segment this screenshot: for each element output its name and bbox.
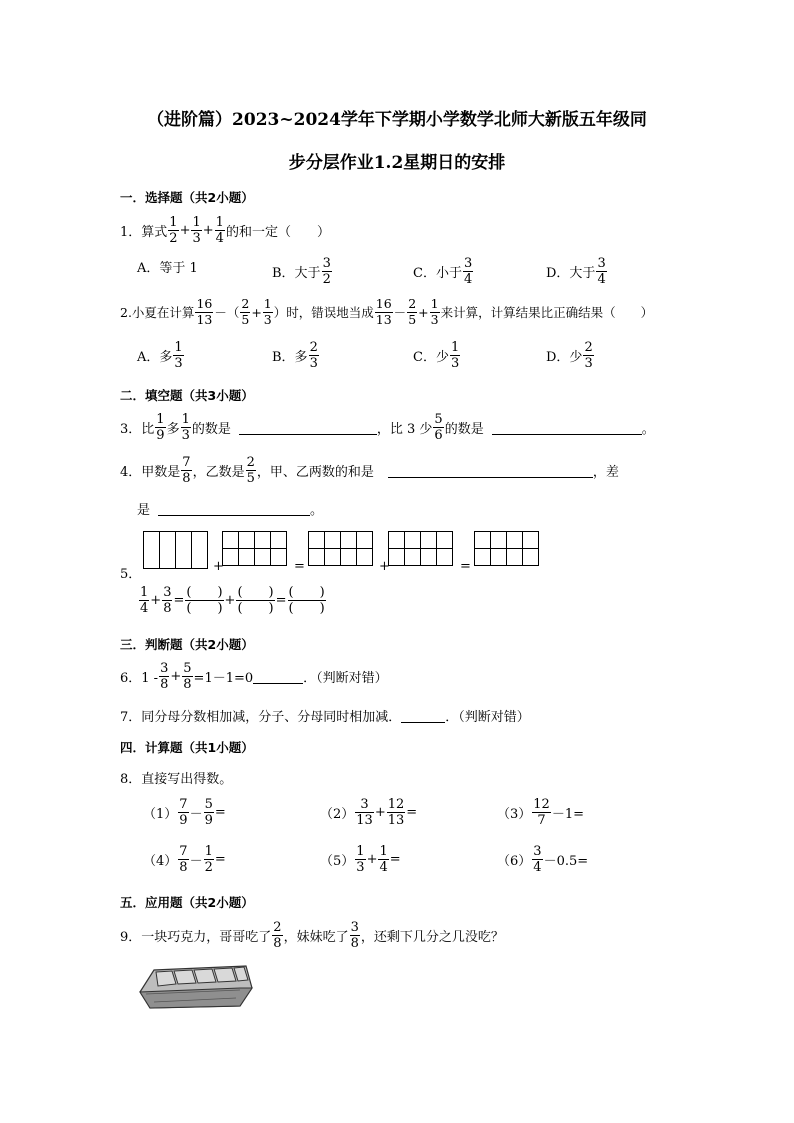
fraction-1-9: $\frac{1}{9}$ xyxy=(156,412,165,443)
q4-prefix: 4．甲数是 xyxy=(120,465,181,480)
minus-sign: － xyxy=(393,305,407,320)
fraction-3-4: $\frac{3}{4}$ xyxy=(533,844,542,875)
q1-suffix: 的和一定（ ） xyxy=(225,225,330,240)
fraction-1-3: $\frac{1}{3}$ xyxy=(430,296,439,327)
q6-suffix: ．（判断对错） xyxy=(303,671,388,686)
fraction-7-8: $\frac{7}{8}$ xyxy=(182,455,191,486)
q7-text: 7．同分母分数相加减，分子、分母同时相加减． xyxy=(120,710,402,725)
plus-sign: + xyxy=(251,304,262,320)
q9-text: ，妹妹吃了 xyxy=(283,930,349,945)
fraction-2-3: $\frac{2}{3}$ xyxy=(584,340,593,371)
answer-blank[interactable] xyxy=(239,420,377,435)
fraction-1-3: $\frac{1}{3}$ xyxy=(356,844,365,875)
fraction-3-4: $\frac{3}{4}$ xyxy=(463,256,473,287)
q5-number: 5． xyxy=(120,567,142,582)
answer-blank[interactable] xyxy=(401,708,445,723)
q3-prefix: 3．比 xyxy=(120,422,155,437)
equals-sign: = xyxy=(173,593,185,608)
q3-text: 的数是 xyxy=(444,422,484,437)
fraction-1-3: $\frac{1}{3}$ xyxy=(263,296,272,327)
page-title-line2: 步分层作业1.2星期日的安排 xyxy=(288,153,506,173)
q6-text: =1－1=0 xyxy=(193,671,254,686)
answer-blank[interactable] xyxy=(253,669,303,684)
grid-eighths xyxy=(308,531,373,566)
q9-text: 9．一块巧克力，哥哥吃了 xyxy=(120,930,272,945)
section-calc-heading: 四．计算题（共1小题） xyxy=(120,740,254,755)
grid-eighths xyxy=(474,531,539,566)
question-3 xyxy=(120,413,655,442)
question-2 xyxy=(120,298,653,326)
plus-sign: + xyxy=(202,223,214,238)
q2-option-a: A．多 $\frac{1}{3}$ xyxy=(137,340,183,371)
fraction-7-9: $\frac{7}{9}$ xyxy=(179,797,188,828)
fraction-blank[interactable]: $\frac{( )}{( )}$ xyxy=(186,585,223,616)
q1-prefix: 算式 xyxy=(141,225,168,240)
question-7 xyxy=(120,706,530,725)
q8-item-5: （5） $\frac{1}{3}$ + $\frac{1}{4}$ = xyxy=(320,844,401,875)
answer-blank[interactable] xyxy=(158,501,310,516)
section-choice-heading: 一．选择题（共2小题） xyxy=(120,190,254,205)
section-fill-heading: 二．填空题（共3小题） xyxy=(120,388,254,403)
question-1 xyxy=(120,216,330,245)
q3-end: 。 xyxy=(641,422,655,437)
q2-middle-text: ）时，错误地当成 xyxy=(273,305,374,320)
q5-equation xyxy=(138,586,327,615)
q6-prefix: 6．1 - xyxy=(120,671,159,686)
fraction-3-8: $\frac{3}{8}$ xyxy=(163,585,172,616)
fraction-3-4: $\frac{3}{4}$ xyxy=(597,256,606,287)
q2-minus-paren: －（ xyxy=(214,305,240,320)
fraction-2-5: $\frac{2}{5}$ xyxy=(408,296,417,327)
section-apply-heading: 五．应用题（共2小题） xyxy=(120,895,254,910)
fraction-5-9: $\frac{5}{9}$ xyxy=(204,797,213,828)
q1-option-d: D．大于 $\frac{3}{4}$ xyxy=(546,256,606,287)
q9-text: ，还剩下几分之几没吃？ xyxy=(360,930,504,945)
fraction-2-3: $\frac{2}{3}$ xyxy=(309,340,318,371)
fraction-3-2: $\frac{3}{2}$ xyxy=(322,256,331,287)
fraction-1-4: $\frac{1}{4}$ xyxy=(140,585,149,616)
q4-text: ，甲、乙两数的和是 xyxy=(256,465,374,480)
fraction-2-8: $\frac{2}{8}$ xyxy=(273,920,282,951)
q8-item-2: （2） $\frac{3}{13}$ + $\frac{12}{13}$ = xyxy=(320,797,418,828)
q2-option-d: D．少 $\frac{2}{3}$ xyxy=(546,340,593,371)
answer-blank[interactable] xyxy=(388,463,593,478)
q4-text: ，乙数是 xyxy=(192,465,245,480)
grid-quarters xyxy=(143,531,208,569)
q8-instruction: 8．直接写出得数。 xyxy=(120,772,233,787)
q4-text: 是 xyxy=(137,503,151,518)
q8-item-1: （1） $\frac{7}{9}$ － $\frac{5}{9}$ = xyxy=(143,797,226,828)
fraction-2-5: $\frac{2}{5}$ xyxy=(241,296,250,327)
fraction-1-3: $\frac{1}{3}$ xyxy=(174,340,183,371)
q1-option-b: B．大于 $\frac{3}{2}$ xyxy=(272,256,331,287)
page-title-line1: （进阶篇）2023~2024学年下学期小学数学北师大新版五年级同 xyxy=(147,110,647,130)
plus-sign: + xyxy=(379,559,390,574)
fraction-3-13: $\frac{3}{13}$ xyxy=(356,797,373,828)
fraction-1-2: $\frac{1}{2}$ xyxy=(169,215,178,246)
q2-option-b: B．多 $\frac{2}{3}$ xyxy=(272,340,318,371)
fraction-blank[interactable]: $\frac{( )}{( )}$ xyxy=(237,585,274,616)
fraction-5-8: $\frac{5}{8}$ xyxy=(183,661,192,692)
q1-option-a: A．等于 1 xyxy=(137,261,198,276)
fraction-12-13: $\frac{12}{13}$ xyxy=(387,797,405,828)
q4-text: ，差 xyxy=(592,465,619,480)
q1-option-c: C．小于 $\frac{3}{4}$ xyxy=(413,256,473,287)
question-4 xyxy=(120,456,619,485)
fraction-12-7: $\frac{12}{7}$ xyxy=(533,797,550,828)
equals-sign: = xyxy=(275,593,287,608)
fraction-16-13: $\frac{16}{13}$ xyxy=(196,296,213,327)
q2-suffix: 来计算，计算结果比正确结果（ ） xyxy=(440,305,654,320)
fraction-1-4: $\frac{1}{4}$ xyxy=(379,844,388,875)
fraction-1-3: $\frac{1}{3}$ xyxy=(181,412,190,443)
fraction-3-8: $\frac{3}{8}$ xyxy=(160,661,169,692)
plus-sign: + xyxy=(170,669,182,684)
q7-suffix: ．（判断对错） xyxy=(445,710,530,725)
fraction-2-5: $\frac{2}{5}$ xyxy=(246,455,255,486)
fraction-5-6: $\frac{5}{6}$ xyxy=(434,412,443,443)
q3-text: 多 xyxy=(166,422,180,437)
chocolate-bar-image xyxy=(136,962,256,1012)
plus-sign: + xyxy=(418,304,429,320)
q8-item-4: （4） $\frac{7}{8}$ － $\frac{1}{2}$ = xyxy=(143,844,226,875)
q4-line2 xyxy=(137,499,323,518)
q8-item-6: （6） $\frac{3}{4}$ －0.5= xyxy=(497,844,589,875)
q3-text: ，比 3 少 xyxy=(376,422,433,437)
q1-number: 1． xyxy=(120,225,142,240)
equals-sign: = xyxy=(460,559,471,574)
question-9 xyxy=(120,921,504,950)
answer-blank[interactable] xyxy=(492,420,642,435)
plus-sign: + xyxy=(179,223,191,238)
fraction-1-4: $\frac{1}{4}$ xyxy=(215,215,224,246)
grid-eighths xyxy=(222,531,287,566)
plus-sign: + xyxy=(213,559,224,574)
fraction-1-2: $\frac{1}{2}$ xyxy=(204,844,213,875)
q8-item-3: （3） $\frac{12}{7}$ －1= xyxy=(497,797,584,828)
grid-eighths xyxy=(388,531,453,566)
question-6 xyxy=(120,662,388,691)
plus-sign: + xyxy=(224,593,236,608)
q4-end: 。 xyxy=(310,503,324,518)
q2-option-c: C．少 $\frac{1}{3}$ xyxy=(413,340,460,371)
fraction-16-13: $\frac{16}{13}$ xyxy=(375,296,392,327)
fraction-7-8: $\frac{7}{8}$ xyxy=(179,844,188,875)
q3-text: 的数是 xyxy=(191,422,231,437)
q2-prefix: 2.小夏在计算 xyxy=(120,305,195,320)
equals-sign: = xyxy=(294,559,305,574)
fraction-1-3: $\frac{1}{3}$ xyxy=(450,340,460,371)
fraction-1-3: $\frac{1}{3}$ xyxy=(192,215,201,246)
section-judge-heading: 三．判断题（共2小题） xyxy=(120,637,254,652)
fraction-3-8: $\frac{3}{8}$ xyxy=(350,920,359,951)
plus-sign: + xyxy=(150,593,162,608)
fraction-blank[interactable]: $\frac{( )}{( )}$ xyxy=(288,585,325,616)
